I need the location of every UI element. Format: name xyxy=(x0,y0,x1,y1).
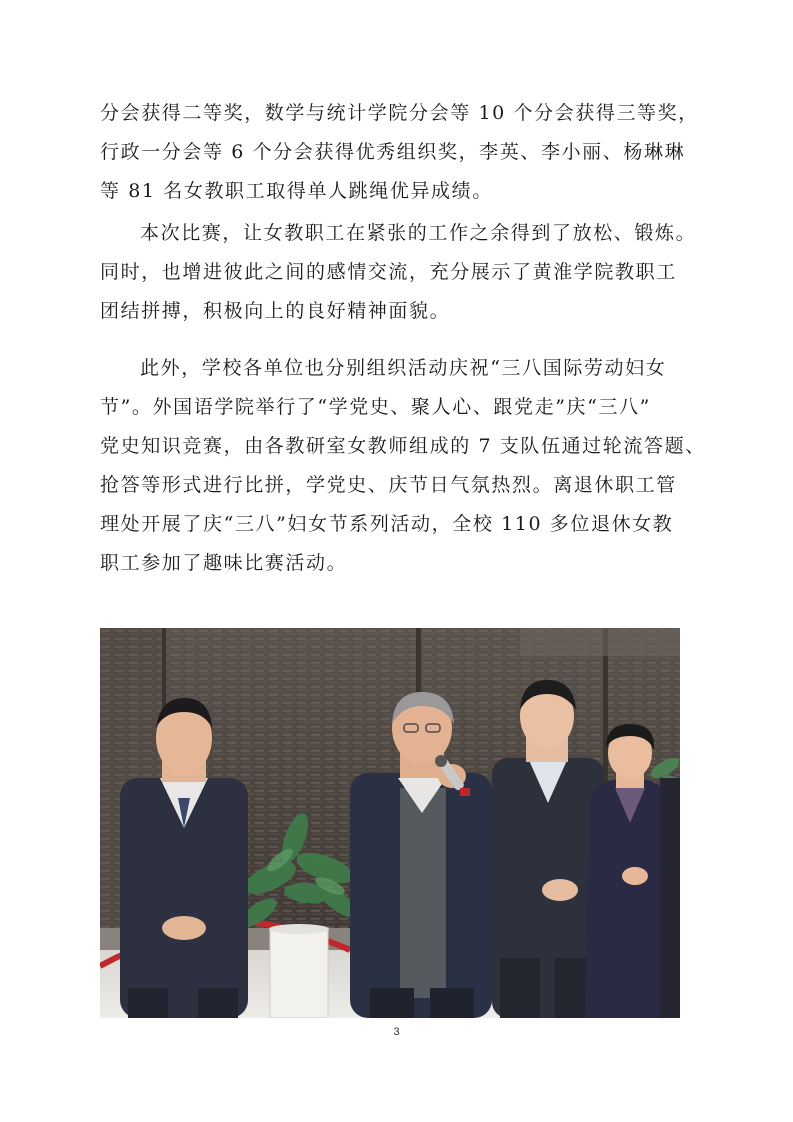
paragraph-awards xyxy=(100,94,698,211)
text-line: 理处开展了庆“三八”妇女节系列活动，全校 110 多位退休女教 xyxy=(100,513,674,535)
text-line: 职工参加了趣味比赛活动。 xyxy=(100,552,348,574)
text-line: 分会获得二等奖，数学与统计学院分会等 10 个分会获得三等奖， xyxy=(100,102,699,124)
text-line: 本次比赛，让女教职工在紧张的工作之余得到了放松、锻炼。 xyxy=(140,222,697,244)
paragraph-other-activities xyxy=(100,349,706,583)
text-line: 等 81 名女教职工取得单人跳绳优异成绩。 xyxy=(100,180,493,202)
text-line: 抢答等形式进行比拼，学党史、庆节日气氛热烈。离退休职工管 xyxy=(100,474,677,496)
event-photo-illustration xyxy=(100,628,680,1018)
text-line: 行政一分会等 6 个分会获得优秀组织奖，李英、李小丽、杨琳琳 xyxy=(100,141,686,163)
text-line: 党史知识竞赛，由各教研室女教师组成的 7 支队伍通过轮流答题、 xyxy=(100,435,706,457)
text-line: 此外，学校各单位也分别组织活动庆祝“三八国际劳动妇女 xyxy=(140,357,667,379)
text-line: 节”。外国语学院举行了“学党史、聚人心、跟党走”庆“三八” xyxy=(100,396,651,418)
text-line: 团结拼搏，积极向上的良好精神面貌。 xyxy=(100,300,451,322)
text-line: 同时，也增进彼此之间的感情交流，充分展示了黄淮学院教职工 xyxy=(100,261,677,283)
paragraph-summary xyxy=(100,214,698,331)
event-photo xyxy=(100,628,680,1018)
page-number: 3 xyxy=(393,1026,400,1038)
